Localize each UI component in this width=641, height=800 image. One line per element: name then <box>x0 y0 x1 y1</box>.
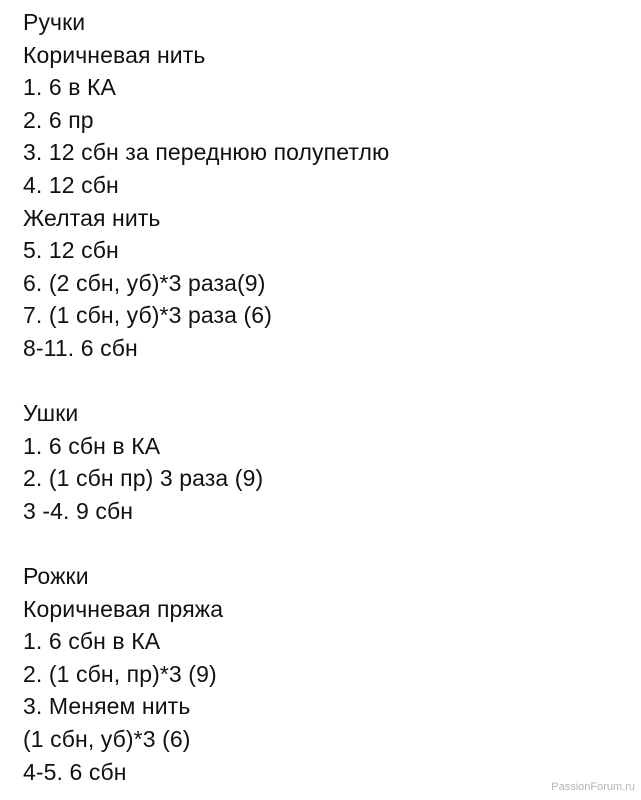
pattern-line: 2. (1 сбн, пр)*3 (9) <box>23 660 217 687</box>
section-gap <box>23 528 623 561</box>
section-title-ears: Ушки <box>23 400 79 427</box>
pattern-line: 1. 6 в КА <box>23 74 117 101</box>
pattern-line: 4. 12 сбн <box>23 171 119 198</box>
pattern-line: 2. 6 пр <box>23 106 94 133</box>
pattern-line: 1. 6 сбн в КА <box>23 432 161 459</box>
pattern-line: Коричневая нить <box>23 41 206 68</box>
section-gap <box>23 365 623 398</box>
pattern-line: 5. 12 сбн <box>23 237 119 264</box>
pattern-line: Коричневая пряжа <box>23 595 224 622</box>
pattern-line: 1. 6 сбн в КА <box>23 628 161 655</box>
pattern-line: 7. (1 сбн, уб)*3 раза (6) <box>23 302 272 329</box>
section-title-handles: Ручки <box>23 9 86 35</box>
site-watermark: PassionForum.ru <box>551 781 635 793</box>
pattern-line: (1 сбн, уб)*3 (6) <box>23 726 191 753</box>
pattern-line: 3. 12 сбн за переднюю полупетлю <box>23 139 390 166</box>
pattern-text <box>23 6 623 788</box>
pattern-line: Желтая нить <box>23 204 161 231</box>
pattern-line: 4-5. 6 сбн <box>23 758 127 785</box>
pattern-line: 8-11. 6 сбн <box>23 334 138 361</box>
section-title-horns: Рожки <box>23 563 89 590</box>
pattern-line: 2. (1 сбн пр) 3 раза (9) <box>23 465 264 492</box>
pattern-line: 3. Меняем нить <box>23 693 191 720</box>
pattern-line: 6. (2 сбн, уб)*3 раза(9) <box>23 269 266 296</box>
pattern-line: 3 -4. 9 сбн <box>23 497 134 524</box>
